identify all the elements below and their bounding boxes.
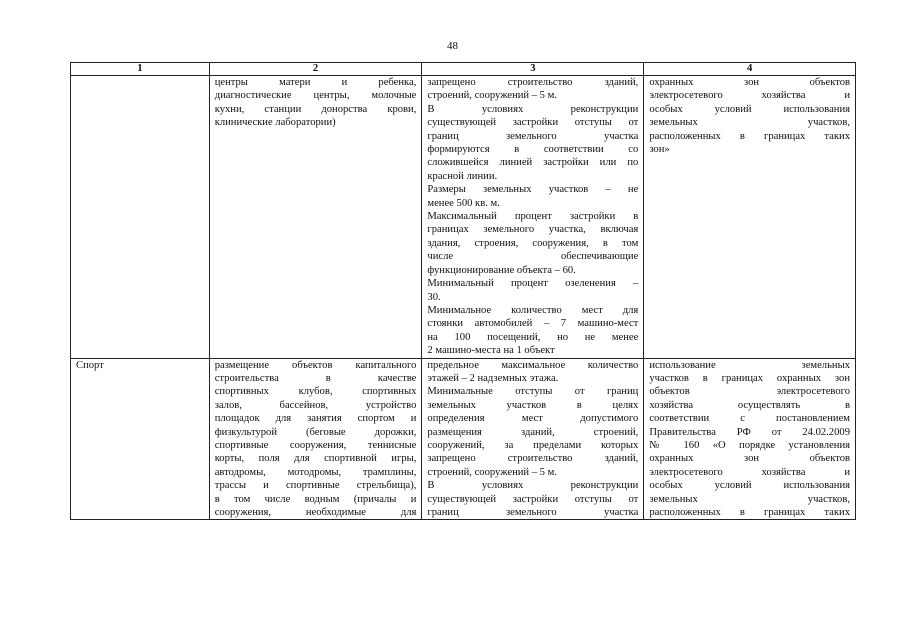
text-line: определения мест допустимого — [427, 413, 639, 425]
text-line: числе обеспечивающие — [427, 251, 639, 263]
text-line: кухни, станции донорства крови, — [214, 103, 417, 115]
row2-use-type — [71, 358, 210, 520]
text-line: на 100 посещений, но не менее — [427, 331, 639, 343]
table-row — [71, 358, 856, 520]
text-line: участков в границах охранных зон — [649, 372, 850, 384]
text-line: в том числе водным (причалы и — [214, 493, 417, 505]
text-line: сложившейся линией застройки или по — [427, 157, 639, 169]
text-line: 30. — [427, 291, 441, 303]
row1-description — [209, 76, 422, 359]
header-col-2: 2 — [209, 63, 422, 76]
text-line: Правительства РФ от 24.02.2009 — [649, 426, 850, 438]
text-line: менее 500 кв. м. — [427, 197, 500, 209]
table-row — [71, 76, 856, 359]
row2-description — [209, 358, 422, 520]
text-line: зон» — [649, 144, 670, 156]
text-line: диагностические центры, молочные — [214, 90, 417, 102]
text-line: площадок для занятия спортом и — [214, 413, 417, 425]
text-line: здания, строения, сооружения, в том — [427, 237, 639, 249]
text-line: корты, поля для спортивной игры, — [214, 453, 417, 465]
text-line: В условиях реконструкции — [427, 480, 639, 492]
text-line: особых условий использования — [649, 103, 850, 115]
text-line: функционирование объекта – 60. — [427, 264, 576, 276]
header-col-4: 4 — [644, 63, 856, 76]
text-line: сооружения, необходимые для — [214, 507, 417, 518]
text-line: В условиях реконструкции — [427, 103, 639, 115]
text-line: соответствии с постановлением — [649, 413, 850, 425]
text-line: спортивные сооружения, теннисные — [214, 439, 417, 451]
text-line: строений, сооружений – 5 м. — [427, 90, 557, 102]
text-line: объектов электросетевого — [649, 386, 850, 398]
text-line: физкультурой (беговые дорожки, — [214, 426, 417, 438]
text-line: № 160 «О порядке установления — [649, 439, 850, 451]
text-line: Минимальный процент озеленения – — [427, 278, 639, 290]
text-line: существующей застройки отступы от — [427, 493, 639, 505]
text-line: запрещено строительство зданий, — [427, 453, 639, 465]
text-line: трассы и спортивные стрельбища), — [214, 480, 417, 492]
text-line: Минимальное количество мест для — [427, 304, 639, 316]
text-line: Максимальный процент застройки в — [427, 211, 639, 223]
text-line: земельных участков в целях — [427, 399, 639, 411]
text-line: красной линии. — [427, 170, 498, 182]
text-line: стоянки автомобилей – 7 машино-мест — [427, 318, 639, 330]
text-line: электросетевого хозяйства и — [649, 90, 850, 102]
text-line: расположенных в границах таких — [649, 130, 850, 142]
text-line: Размеры земельных участков – не — [427, 184, 639, 196]
text-line: особых условий использования — [649, 480, 850, 492]
zoning-table — [70, 62, 856, 520]
text-line: запрещено строительство зданий, — [427, 77, 639, 88]
text-line: спортивных клубов, спортивных — [214, 386, 417, 398]
text-line: земельных участков, — [649, 493, 850, 505]
text-line: электросетевого хозяйства и — [649, 466, 850, 478]
text-line: границ земельного участка — [427, 507, 639, 518]
text-line: центры матери и ребенка, — [214, 77, 417, 88]
text-line: Минимальные отступы от границ — [427, 386, 639, 398]
text-line: земельных участков, — [649, 117, 850, 129]
header-col-1: 1 — [71, 63, 210, 76]
text-line: размещения зданий, строений, — [427, 426, 639, 438]
text-line: хозяйства осуществлять в — [649, 399, 850, 411]
row1-restrictions — [644, 76, 856, 359]
text-line: сооружений, за пределами которых — [427, 439, 639, 451]
text-line: строений, сооружений – 5 м. — [427, 466, 557, 478]
text-line: строительства в качестве — [214, 372, 417, 384]
table-header-row — [71, 63, 856, 76]
text-line: размещение объектов капитального — [214, 359, 417, 371]
text-line: формируются в соответствии со — [427, 144, 639, 156]
text-line: этажей – 2 надземных этажа. — [427, 372, 559, 384]
text-line: границ земельного участка — [427, 130, 639, 142]
row1-parameters — [422, 76, 644, 359]
row2-restrictions — [644, 358, 856, 520]
text-line: 2 машино-места на 1 объект — [427, 345, 555, 357]
text-line: использование земельных — [649, 359, 850, 371]
text-line: границах земельного участка, включая — [427, 224, 639, 236]
text-line: залов, бассейнов, устройство — [214, 399, 417, 411]
text-line: расположенных в границах таких — [649, 507, 850, 518]
page-number: 48 — [447, 40, 458, 52]
text-line: существующей застройки отступы от — [427, 117, 639, 129]
header-col-3: 3 — [422, 63, 644, 76]
text-line: охранных зон объектов — [649, 77, 850, 88]
row1-use-type — [71, 76, 210, 359]
row2-use-type-label: Спорт — [76, 359, 104, 371]
text-line: предельное максимальное количество — [427, 359, 639, 371]
row2-parameters — [422, 358, 644, 520]
text-line: охранных зон объектов — [649, 453, 850, 465]
text-line: автодромы, мотодромы, трамплины, — [214, 466, 417, 478]
text-line: клинические лаборатории) — [214, 117, 336, 129]
